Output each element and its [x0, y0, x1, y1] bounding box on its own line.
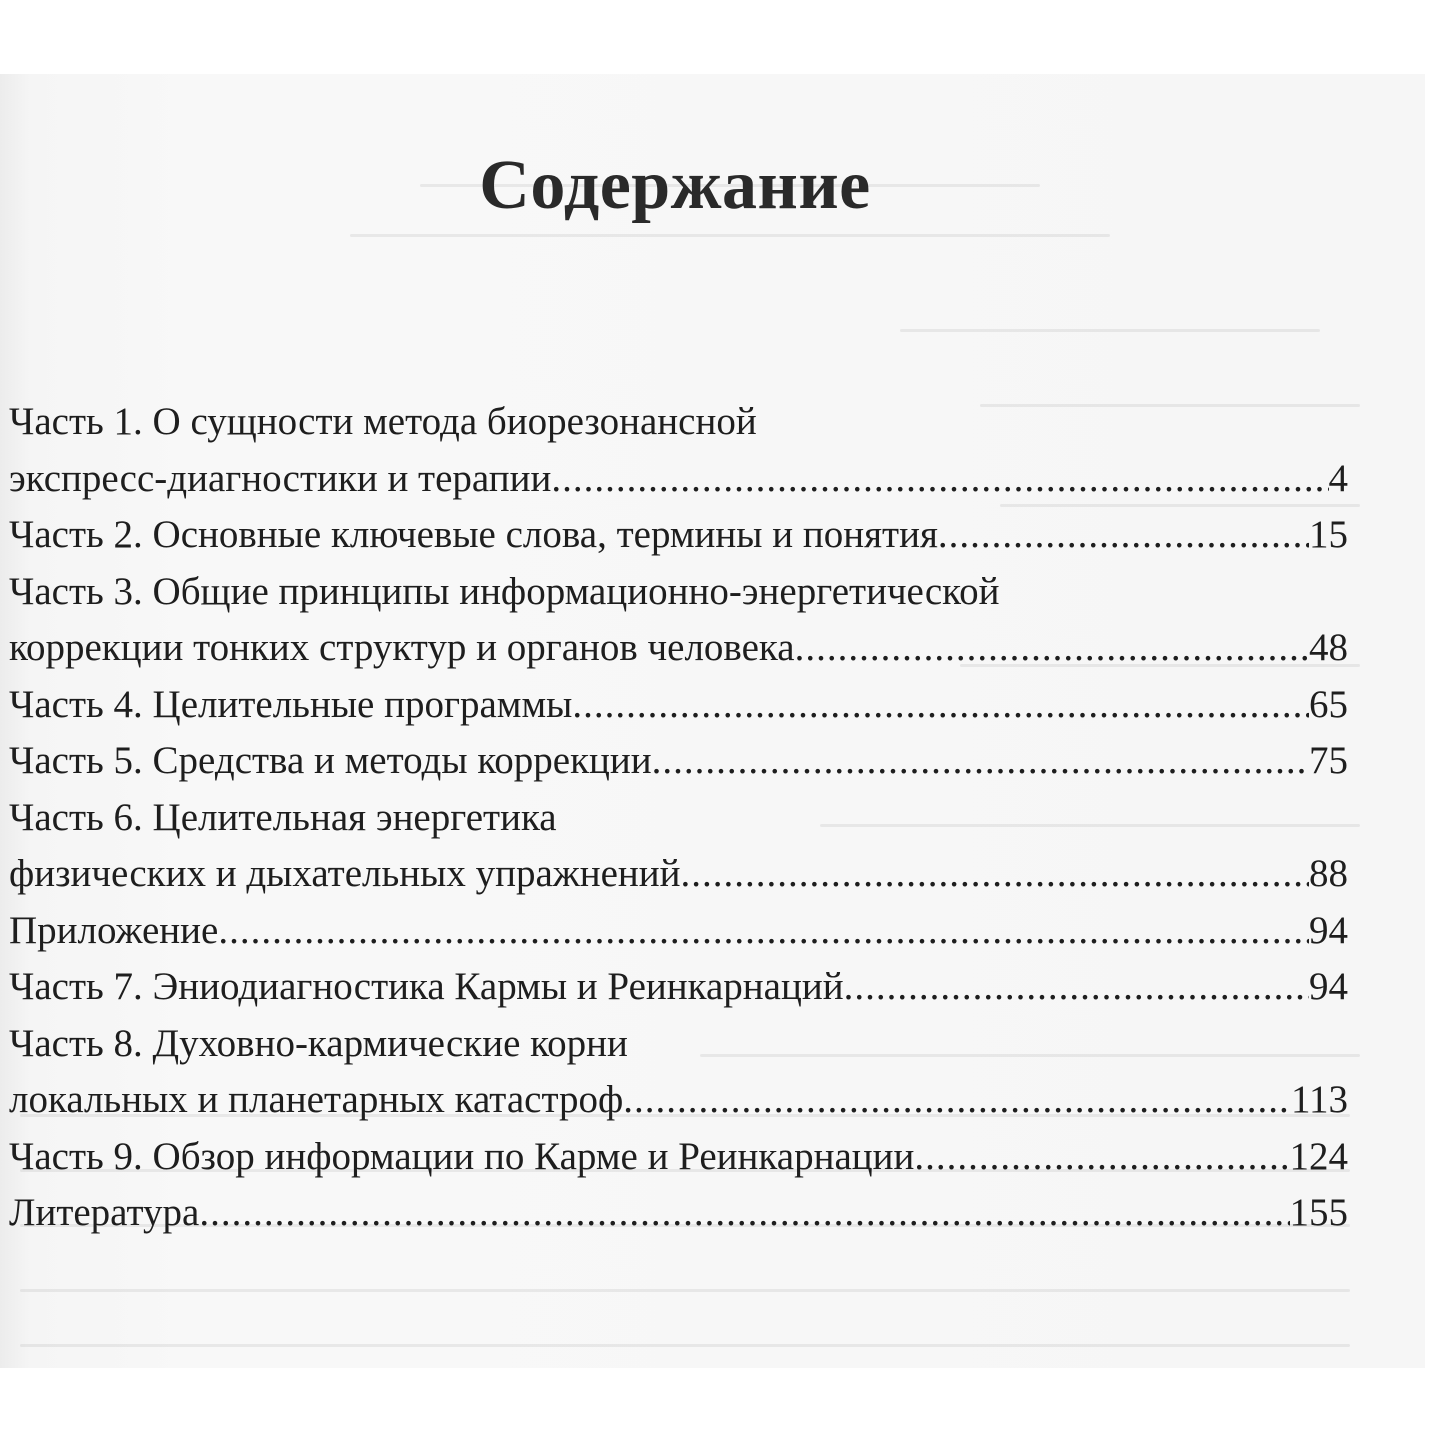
- dot-leader: [652, 733, 1309, 790]
- toc-entry-page: 155: [1289, 1191, 1348, 1234]
- toc-entry-text: Часть 9. Обзор информации по Карме и Реинкарнации: [9, 1134, 915, 1178]
- toc-entry: [9, 959, 1348, 1016]
- toc-entry-text: Часть 4. Целительные программы: [9, 682, 573, 726]
- toc-entry-page: 48: [1309, 626, 1348, 669]
- dot-leader: [572, 677, 1309, 734]
- book-page: [0, 74, 1425, 1368]
- toc-entry-page: 124: [1289, 1134, 1348, 1178]
- toc-entry-text: Часть 3. Общие принципы информационно-энергетической: [9, 569, 1000, 613]
- toc-entry-text: экспресс-диагностики и терапии: [9, 456, 552, 500]
- toc-entry-page: 88: [1309, 852, 1348, 895]
- table-of-contents: [9, 394, 1348, 1242]
- toc-entry-text: Часть 8. Духовно-кармические корни: [9, 1021, 628, 1065]
- toc-entry: [9, 1072, 1348, 1129]
- toc-entry: [9, 1129, 1348, 1186]
- toc-entry: [9, 564, 1348, 621]
- dot-leader: [199, 1185, 1289, 1242]
- toc-entry-page: 94: [1309, 965, 1348, 1008]
- toc-entry-page: 113: [1290, 1078, 1348, 1121]
- dot-leader: [218, 903, 1309, 960]
- toc-entry-text: локальных и планетарных катастроф: [9, 1078, 624, 1121]
- toc-entry: [9, 507, 1348, 564]
- toc-entry-text: Литература: [9, 1191, 200, 1234]
- toc-entry-text: коррекции тонких структур и органов человека: [9, 626, 795, 669]
- dot-leader: [795, 620, 1309, 677]
- toc-entry-text: Часть 2. Основные ключевые слова, термины и понятия: [9, 513, 938, 556]
- toc-entry: [9, 1016, 1348, 1073]
- toc-entry-page: 94: [1309, 908, 1348, 952]
- toc-entry: [9, 846, 1348, 903]
- toc-entry-page: 15: [1309, 513, 1348, 556]
- toc-entry-page: 4: [1328, 456, 1348, 500]
- toc-entry-page: 75: [1309, 739, 1348, 782]
- dot-leader: [844, 959, 1309, 1016]
- toc-entry-text: Часть 1. О сущности метода биорезонансной: [9, 400, 757, 443]
- toc-entry-page: 65: [1309, 682, 1348, 726]
- dot-leader: [914, 1129, 1289, 1186]
- dot-leader: [938, 507, 1309, 564]
- toc-entry-text: Часть 6. Целительная энергетика: [9, 795, 557, 839]
- toc-entry: [9, 677, 1348, 734]
- toc-entry: [9, 790, 1348, 847]
- toc-entry: [9, 394, 1348, 451]
- dot-leader: [681, 846, 1310, 903]
- toc-entry: [9, 1185, 1348, 1242]
- toc-entry-text: физических и дыхательных упражнений: [9, 852, 681, 895]
- toc-entry-text: Приложение: [9, 908, 219, 952]
- toc-entry: [9, 903, 1348, 960]
- toc-entry-text: Часть 7. Эниодиагностика Кармы и Реинкарнаций: [9, 965, 844, 1008]
- toc-entry: [9, 451, 1348, 508]
- page-title: Содержание: [479, 147, 871, 224]
- dot-leader: [623, 1072, 1291, 1129]
- toc-entry-text: Часть 5. Средства и методы коррекции: [9, 739, 652, 782]
- toc-entry: [9, 620, 1348, 677]
- toc-entry: [9, 733, 1348, 790]
- dot-leader: [551, 451, 1328, 508]
